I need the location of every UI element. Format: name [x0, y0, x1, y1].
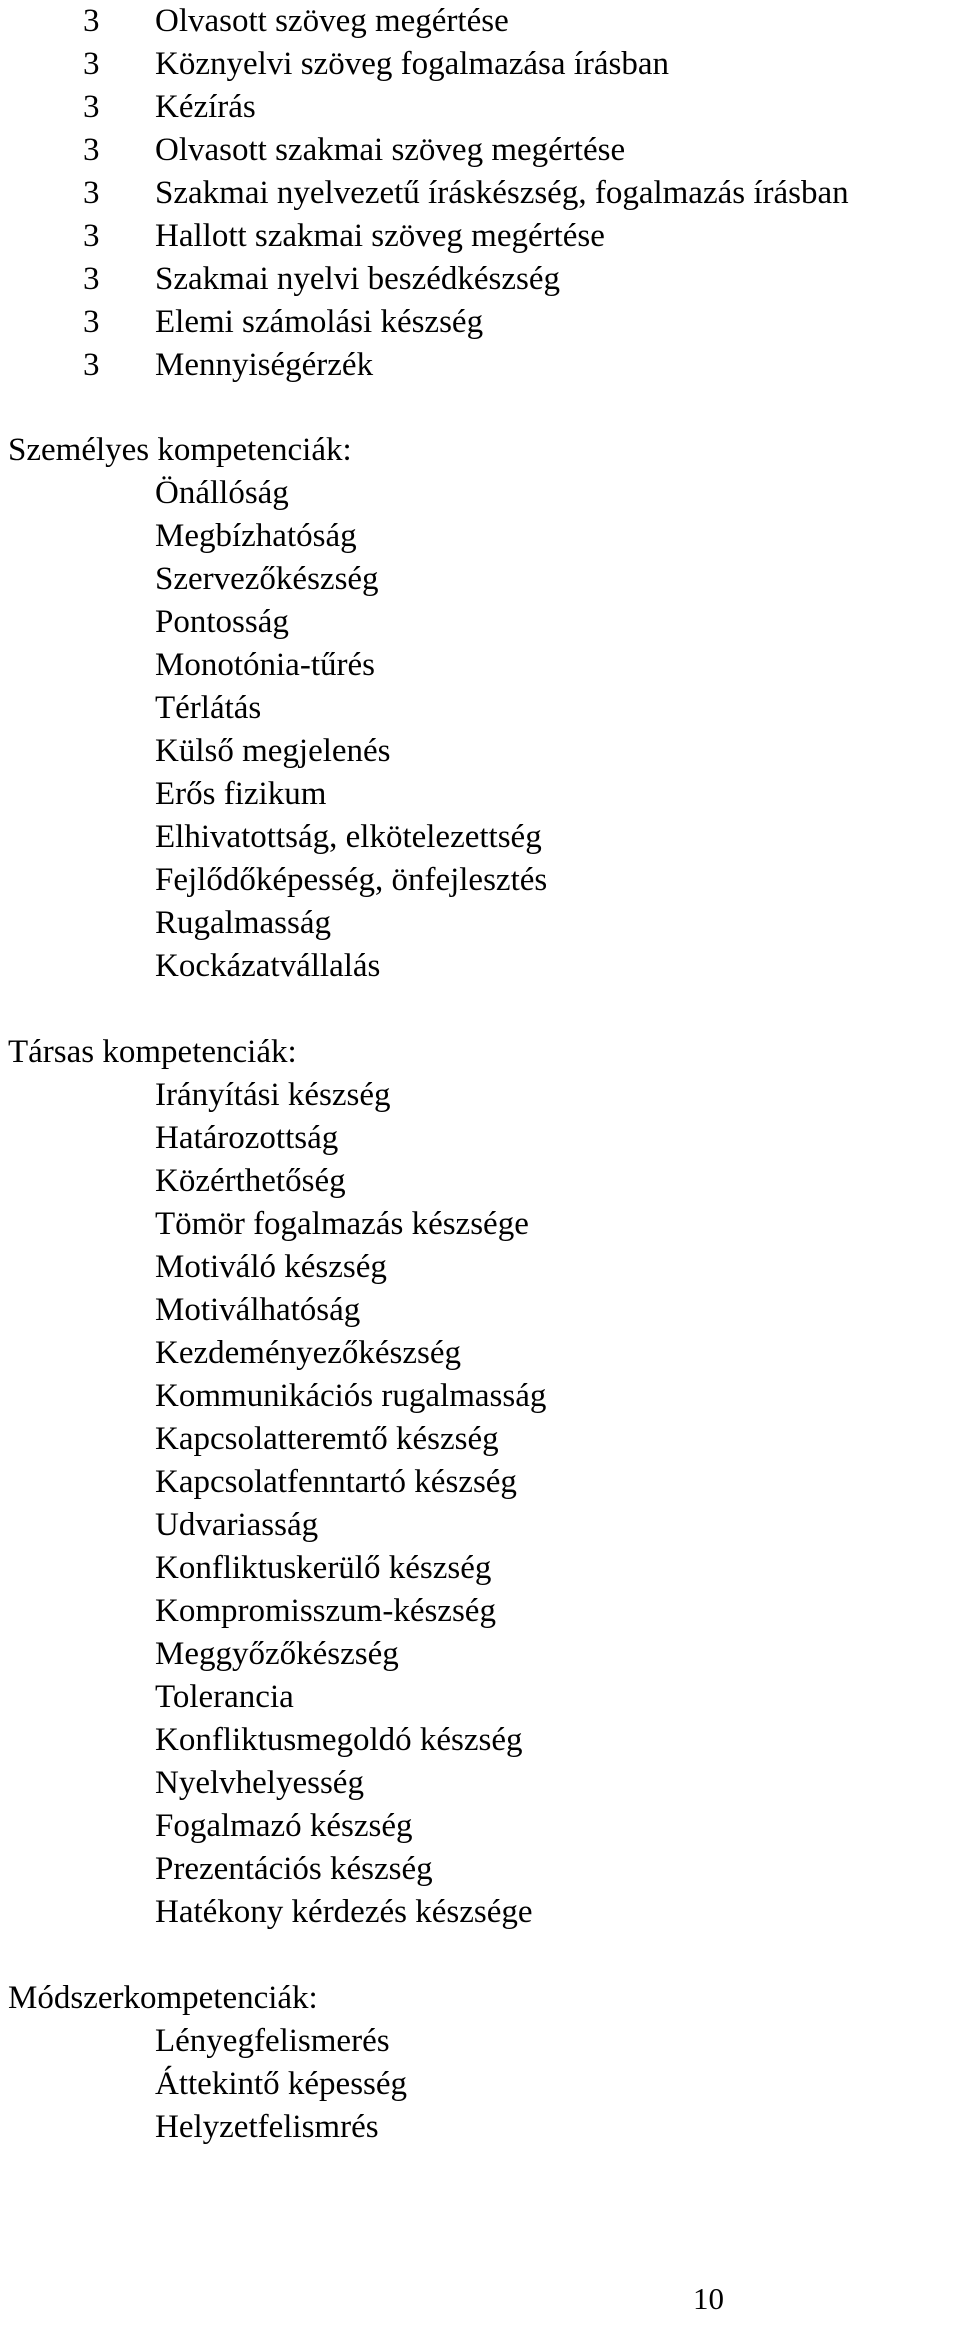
list-item: Kommunikációs rugalmasság	[155, 1378, 547, 1414]
list-item: Kockázatvállalás	[155, 948, 381, 984]
list-item: Pontosság	[155, 604, 289, 640]
list-item: Meggyőzőkészség	[155, 1636, 399, 1672]
list-item: Konfliktusmegoldó készség	[155, 1722, 523, 1758]
skill-level: 3	[83, 261, 100, 297]
skill-level: 3	[83, 218, 100, 254]
list-item: Elhivatottság, elkötelezettség	[155, 819, 542, 855]
list-item: Megbízhatóság	[155, 518, 357, 554]
list-item: Térlátás	[155, 690, 262, 726]
list-item: Fogalmazó készség	[155, 1808, 413, 1844]
skill-level: 3	[83, 347, 100, 383]
list-item: Lényegfelismerés	[155, 2023, 390, 2059]
list-item: Erős fizikum	[155, 776, 327, 812]
list-item: Külső megjelenés	[155, 733, 391, 769]
list-item: Motiválhatóság	[155, 1292, 361, 1328]
skill-level: 3	[83, 3, 100, 39]
list-item: Rugalmasság	[155, 905, 331, 941]
skill-level: 3	[83, 175, 100, 211]
skill-text: Szakmai nyelvi beszédkészség	[155, 261, 561, 297]
skill-level: 3	[83, 304, 100, 340]
skill-text: Olvasott szöveg megértése	[155, 3, 509, 39]
list-item: Prezentációs készség	[155, 1851, 433, 1887]
list-item: Kezdeményezőkészség	[155, 1335, 462, 1371]
list-item: Szervezőkészség	[155, 561, 379, 597]
list-item: Nyelvhelyesség	[155, 1765, 364, 1801]
list-item: Irányítási készség	[155, 1077, 391, 1113]
list-item: Hatékony kérdezés készsége	[155, 1894, 533, 1930]
section-heading: Társas kompetenciák:	[8, 1034, 297, 1070]
list-item: Tömör fogalmazás készsége	[155, 1206, 529, 1242]
list-item: Tolerancia	[155, 1679, 294, 1715]
skill-text: Köznyelvi szöveg fogalmazása írásban	[155, 46, 670, 82]
list-item: Határozottság	[155, 1120, 339, 1156]
skill-text: Elemi számolási készség	[155, 304, 484, 340]
list-item: Motiváló készség	[155, 1249, 387, 1285]
skill-text: Szakmai nyelvezetű íráskészség, fogalmazás írásban	[155, 175, 849, 211]
skill-text: Kézírás	[155, 89, 256, 125]
list-item: Önállóság	[155, 475, 289, 511]
skill-level: 3	[83, 132, 100, 168]
skill-level: 3	[83, 46, 100, 82]
list-item: Kapcsolatfenntartó készség	[155, 1464, 517, 1500]
list-item: Helyzetfelismrés	[155, 2109, 379, 2145]
section-heading: Személyes kompetenciák:	[8, 432, 352, 468]
skill-text: Olvasott szakmai szöveg megértése	[155, 132, 626, 168]
list-item: Áttekintő képesség	[155, 2066, 408, 2102]
list-item: Monotónia-tűrés	[155, 647, 375, 683]
list-item: Fejlődőképesség, önfejlesztés	[155, 862, 548, 898]
list-item: Közérthetőség	[155, 1163, 346, 1199]
list-item: Konfliktuskerülő készség	[155, 1550, 492, 1586]
list-item: Kompromisszum-készség	[155, 1593, 496, 1629]
page-number: 10	[693, 2281, 724, 2316]
section-heading: Módszerkompetenciák:	[8, 1980, 318, 2016]
list-item: Kapcsolatteremtő készség	[155, 1421, 499, 1457]
skill-text: Hallott szakmai szöveg megértése	[155, 218, 605, 254]
skill-level: 3	[83, 89, 100, 125]
list-item: Udvariasság	[155, 1507, 319, 1543]
skill-text: Mennyiségérzék	[155, 347, 374, 383]
